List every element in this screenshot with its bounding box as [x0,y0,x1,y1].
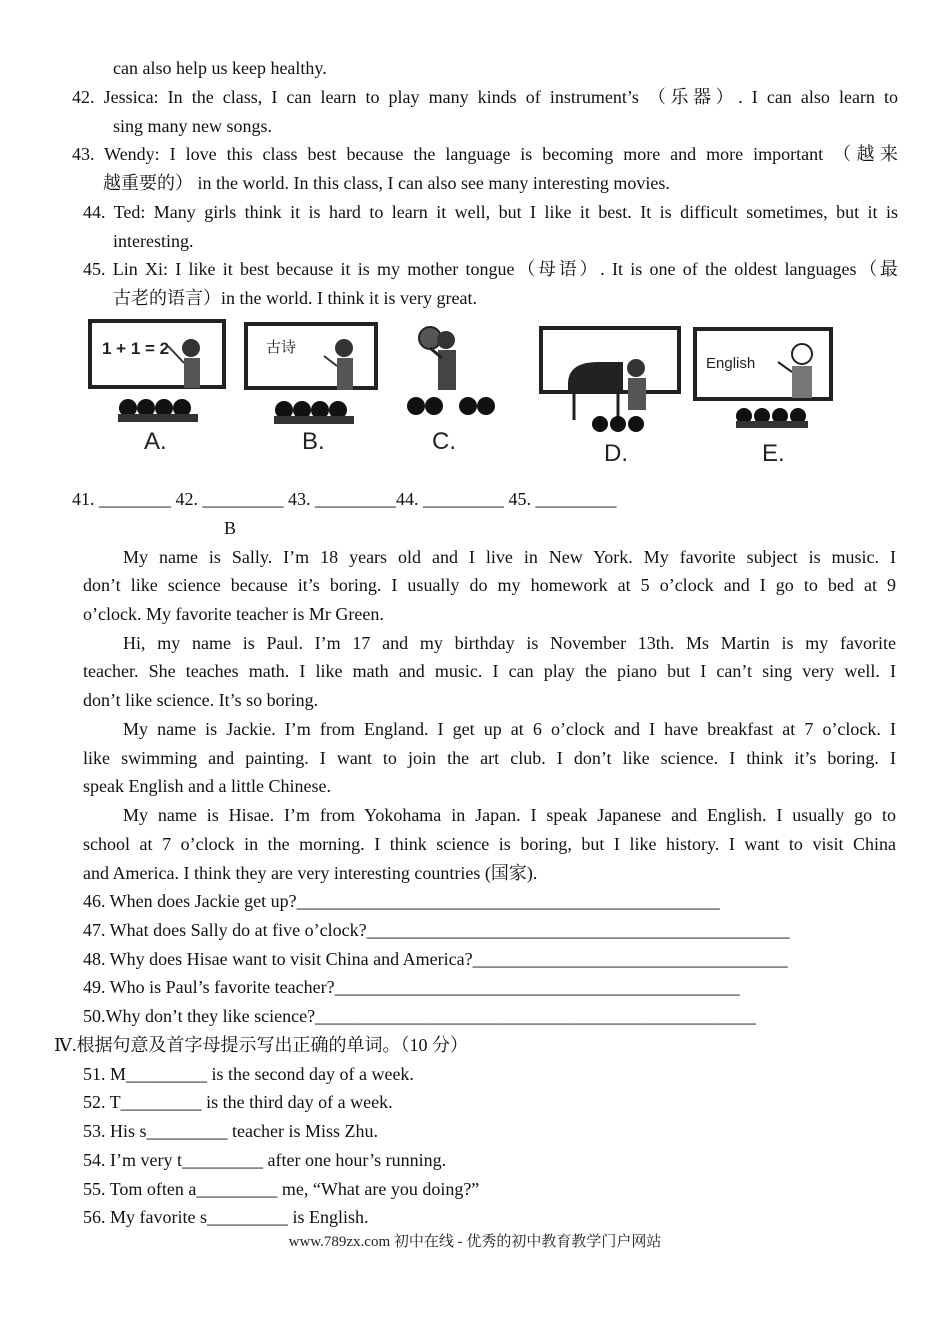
picture-a [88,318,228,458]
picture-label-c: C. [432,428,456,455]
picture-e [692,326,842,470]
pe-class-illustration [398,318,508,428]
passage-sally-line1: My name is Sally. I’m 18 years old and I live in New York. My favorite subject is music. I [123,547,896,567]
passage-jackie-line2: like swimming and painting. I want to join the art club. I don’t like science. I think it’s boring. I [83,748,896,768]
question-46[interactable]: 46. When does Jackie get up?_______________________________________________ [83,891,720,911]
question-50[interactable]: 50.Why don’t they like science?_________________________________________________ [83,1006,757,1026]
section-4-heading: Ⅳ.根据句意及首字母提示写出正确的单词。（10 分） [54,1035,468,1055]
board-text-b: 古诗 [266,338,297,356]
picture-label-a: A. [144,428,167,455]
question-55[interactable]: 55. Tom often a_________ me, “What are you doing?” [83,1179,480,1199]
question-54[interactable]: 54. I’m very t_________ after one hour’s running. [83,1150,447,1170]
math-class-illustration [88,318,228,428]
q44-line2: interesting. [113,231,194,251]
english-class-illustration [692,326,842,444]
question-49[interactable]: 49. Who is Paul’s favorite teacher?_____________________________________________ [83,977,740,997]
picture-label-b: B. [302,428,325,455]
picture-label-e: E. [762,440,785,467]
picture-c [398,318,508,458]
passage-hisae-line1: My name is Hisae. I’m from Yokohama in Japan. I speak Japanese and English. I usually go to [123,805,896,825]
question-47[interactable]: 47. What does Sally do at five o’clock?_______________________________________________ [83,920,790,940]
passage-jackie-line1: My name is Jackie. I’m from England. I get up at 6 o’clock and I have breakfast at 7 o’clock. I [123,719,896,739]
q43-line2: 越重要的） in the world. In this class, I can also see many interesting movies. [103,173,670,193]
q42-line2: sing many new songs. [113,116,272,136]
question-56[interactable]: 56. My favorite s_________ is English. [83,1207,369,1227]
q43-line1: 43. Wendy: I love this class best because the language is becoming more and more important （越来 [72,144,898,164]
passage-paul-line3: don’t like science. It’s so boring. [83,690,319,710]
question-53[interactable]: 53. His s_________ teacher is Miss Zhu. [83,1121,378,1141]
picture-b [244,318,384,458]
passage-sally-line2: don’t like science because it’s boring. I usually do my homework at 5 o’clock and I go to bed at 9 [83,575,896,595]
question-52[interactable]: 52. T_________ is the third day of a week. [83,1092,393,1112]
answer-blanks-41-45[interactable]: 41. ________ 42. _________ 43. _________44. _________ 45. _________ [72,489,617,509]
picture-d [538,324,688,468]
question-51[interactable]: 51. M_________ is the second day of a week. [83,1064,414,1084]
classroom-pictures [88,318,848,468]
q45-line1: 45. Lin Xi: I like it best because it is my mother tongue（母语）. It is one of the oldest languages（最 [83,259,898,279]
music-class-illustration [538,324,688,442]
question-48[interactable]: 48. Why does Hisae want to visit China and America?___________________________________ [83,949,788,969]
chinese-class-illustration [244,318,384,428]
q45-line2: 古老的语言）in the world. I think it is very great. [113,288,477,308]
q42-line1: 42. Jessica: In the class, I can learn to play many kinds of instrument’s （乐器）. I can also learn to [72,87,898,107]
q41-tail: can also help us keep healthy. [113,58,327,78]
passage-hisae-line3: and America. I think they are very interesting countries (国家). [83,863,538,883]
q44-line1: 44. Ted: Many girls think it is hard to learn it well, but I like it best. It is difficult sometimes, but it is [83,202,898,222]
passage-hisae-line2: school at 7 o’clock in the morning. I think science is boring, but I like history. I want to visit China [83,834,896,854]
picture-label-d: D. [604,440,628,467]
passage-sally-line3: o’clock. My favorite teacher is Mr Green. [83,604,384,624]
page-footer: www.789zx.com 初中在线 - 优秀的初中教育教学门户网站 [288,1234,662,1250]
board-text-a: 1 + 1 = 2 [102,339,170,358]
passage-paul-line2: teacher. She teaches math. I like math and music. I can play the piano but I can’t sing very well. I [83,661,896,681]
passage-jackie-line3: speak English and a little Chinese. [83,776,331,796]
section-b-heading: B [224,518,237,538]
board-text-e: English [706,355,756,372]
passage-paul-line1: Hi, my name is Paul. I’m 17 and my birthday is November 13th. Ms Martin is my favorite [123,633,896,653]
